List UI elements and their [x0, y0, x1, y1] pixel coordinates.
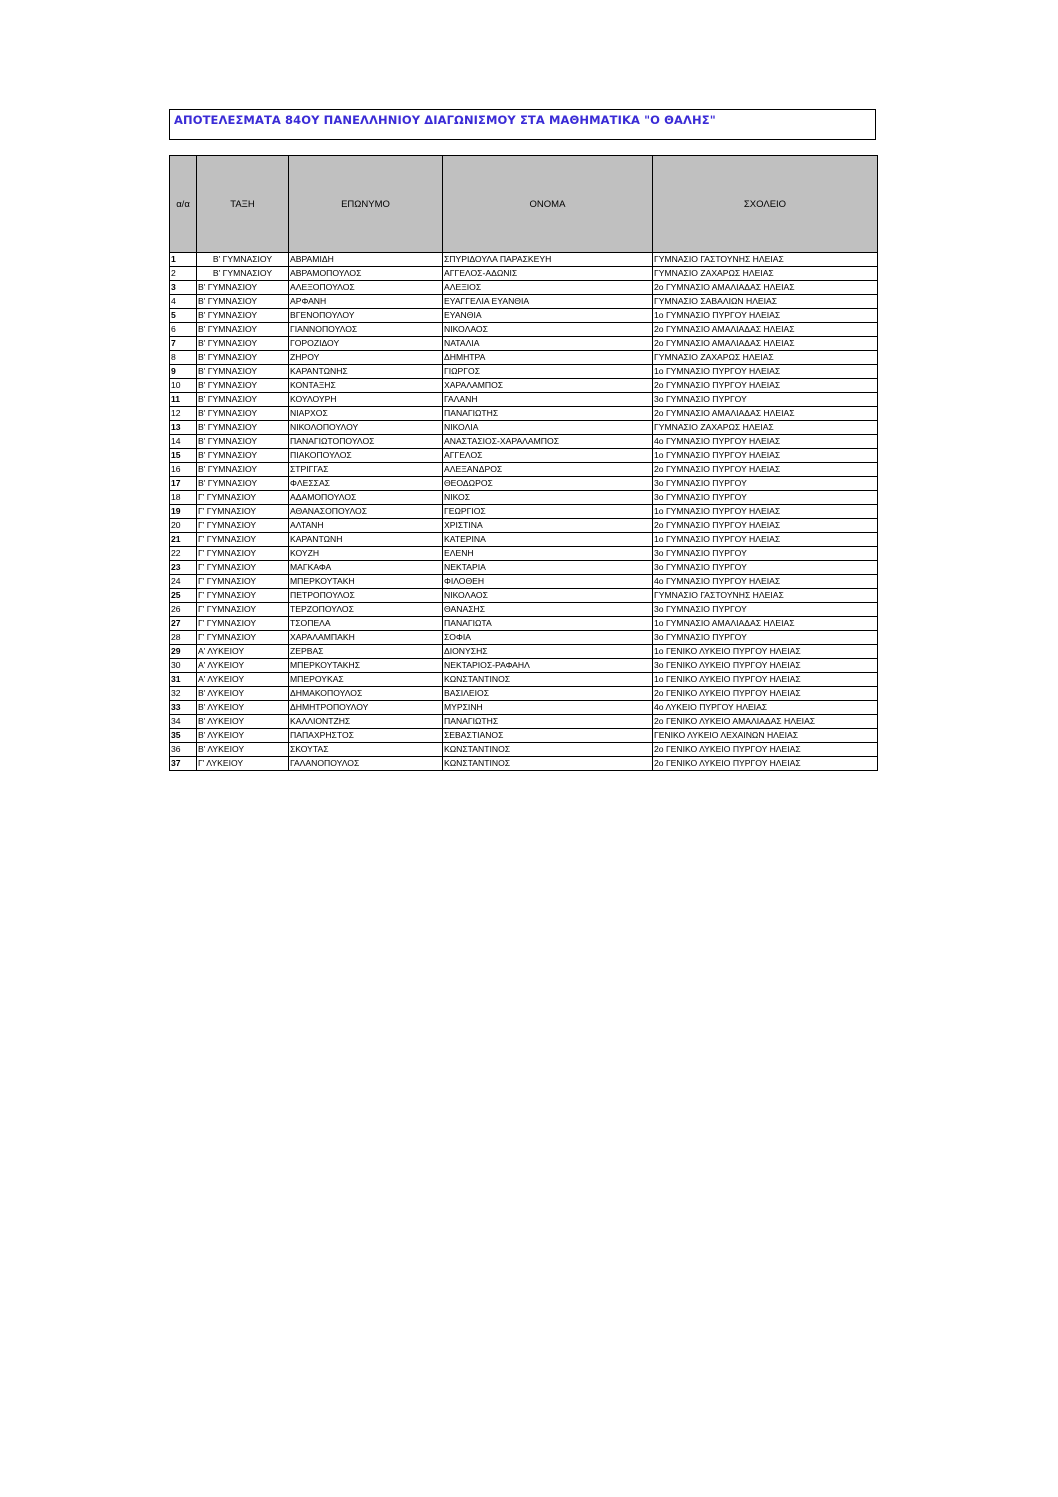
row-school: ΓΥΜΝΑΣΙΟ ΖΑΧΑΡΩΣ ΗΛΕΙΑΣ — [653, 351, 878, 365]
row-number: 25 — [170, 589, 197, 603]
row-number: 3 — [170, 281, 197, 295]
row-class: Β' ΓΥΜΝΑΣΙΟΥ — [197, 463, 289, 477]
row-class: Β' ΓΥΜΝΑΣΙΟΥ — [197, 379, 289, 393]
row-class: Β' ΓΥΜΝΑΣΙΟΥ — [197, 253, 289, 267]
row-number: 29 — [170, 645, 197, 659]
row-school: ΓΥΜΝΑΣΙΟ ΖΑΧΑΡΩΣ ΗΛΕΙΑΣ — [653, 421, 878, 435]
row-class: Γ' ΓΥΜΝΑΣΙΟΥ — [197, 575, 289, 589]
row-school: 2ο ΓΥΜΝΑΣΙΟ ΠΥΡΓΟΥ ΗΛΕΙΑΣ — [653, 379, 878, 393]
row-number: 20 — [170, 519, 197, 533]
row-first-name: ΧΡΙΣΤΙΝΑ — [443, 519, 653, 533]
row-class: Β' ΓΥΜΝΑΣΙΟΥ — [197, 337, 289, 351]
row-class: Β' ΓΥΜΝΑΣΙΟΥ — [197, 309, 289, 323]
row-school: 3ο ΓΥΜΝΑΣΙΟ ΠΥΡΓΟΥ — [653, 547, 878, 561]
table-row — [170, 547, 878, 561]
row-class: Α' ΛΥΚΕΙΟΥ — [197, 645, 289, 659]
row-first-name: ΑΛΕΞΙΟΣ — [443, 281, 653, 295]
row-first-name: ΕΥΑΝΘΙΑ — [443, 309, 653, 323]
row-first-name: ΓΕΩΡΓΙΟΣ — [443, 505, 653, 519]
row-class: Γ' ΓΥΜΝΑΣΙΟΥ — [197, 631, 289, 645]
row-school: 2ο ΓΕΝΙΚΟ ΛΥΚΕΙΟ ΠΥΡΓΟΥ ΗΛΕΙΑΣ — [653, 757, 878, 771]
row-first-name: ΚΑΤΕΡΙΝΑ — [443, 533, 653, 547]
row-class: Γ' ΓΥΜΝΑΣΙΟΥ — [197, 491, 289, 505]
row-first-name: ΒΑΣΙΛΕΙΟΣ — [443, 687, 653, 701]
row-first-name: ΑΓΓΕΛΟΣ — [443, 449, 653, 463]
row-number: 26 — [170, 603, 197, 617]
title-box — [169, 109, 876, 140]
row-number: 17 — [170, 477, 197, 491]
row-class: Γ' ΓΥΜΝΑΣΙΟΥ — [197, 617, 289, 631]
row-school: 2ο ΓΕΝΙΚΟ ΛΥΚΕΙΟ ΠΥΡΓΟΥ ΗΛΕΙΑΣ — [653, 687, 878, 701]
row-number: 28 — [170, 631, 197, 645]
row-number: 5 — [170, 309, 197, 323]
row-first-name: ΝΙΚΟΛΑΟΣ — [443, 589, 653, 603]
table-row — [170, 645, 878, 659]
row-number: 23 — [170, 561, 197, 575]
table-row — [170, 295, 878, 309]
row-school: 3ο ΓΥΜΝΑΣΙΟ ΠΥΡΓΟΥ — [653, 603, 878, 617]
row-class: Β' ΛΥΚΕΙΟΥ — [197, 687, 289, 701]
row-surname: ΜΠΕΡΟΥΚΑΣ — [289, 673, 443, 687]
row-number: 35 — [170, 729, 197, 743]
row-school: 1ο ΓΥΜΝΑΣΙΟ ΑΜΑΛΙΑΔΑΣ ΗΛΕΙΑΣ — [653, 617, 878, 631]
row-number: 12 — [170, 407, 197, 421]
row-school: ΓΕΝΙΚΟ ΛΥΚΕΙΟ ΛΕΧΑΙΝΩΝ ΗΛΕΙΑΣ — [653, 729, 878, 743]
row-school: ΓΥΜΝΑΣΙΟ ΓΑΣΤΟΥΝΗΣ ΗΛΕΙΑΣ — [653, 589, 878, 603]
row-surname: ΠΑΝΑΓΙΩΤΟΠΟΥΛΟΣ — [289, 435, 443, 449]
table-row — [170, 533, 878, 547]
row-surname: ΓΟΡΟΖΙΔΟΥ — [289, 337, 443, 351]
row-surname: ΚΟΥΖΗ — [289, 547, 443, 561]
row-surname: ΑΒΡΑΜΟΠΟΥΛΟΣ — [289, 267, 443, 281]
row-class: Γ' ΓΥΜΝΑΣΙΟΥ — [197, 561, 289, 575]
header-sxoleio: ΣΧΟΛΕΙΟ — [653, 156, 878, 253]
row-surname: ΑΡΦΑΝΗ — [289, 295, 443, 309]
row-surname: ΔΗΜΑΚΟΠΟΥΛΟΣ — [289, 687, 443, 701]
table-row — [170, 421, 878, 435]
row-class: Β' ΛΥΚΕΙΟΥ — [197, 715, 289, 729]
row-number: 22 — [170, 547, 197, 561]
row-number: 24 — [170, 575, 197, 589]
table-row — [170, 281, 878, 295]
table-row — [170, 687, 878, 701]
row-surname: ΑΔΑΜΟΠΟΥΛΟΣ — [289, 491, 443, 505]
table-row — [170, 323, 878, 337]
table-row — [170, 463, 878, 477]
row-first-name: ΦΙΛΟΘΕΗ — [443, 575, 653, 589]
row-surname: ΑΛΤΑΝΗ — [289, 519, 443, 533]
row-school: 1ο ΓΥΜΝΑΣΙΟ ΠΥΡΓΟΥ ΗΛΕΙΑΣ — [653, 449, 878, 463]
row-school: 4ο ΓΥΜΝΑΣΙΟ ΠΥΡΓΟΥ ΗΛΕΙΑΣ — [653, 435, 878, 449]
table-row — [170, 379, 878, 393]
row-surname: ΒΓΕΝΟΠΟΥΛΟΥ — [289, 309, 443, 323]
row-number: 16 — [170, 463, 197, 477]
table-row — [170, 757, 878, 771]
row-school: 1ο ΓΥΜΝΑΣΙΟ ΠΥΡΓΟΥ ΗΛΕΙΑΣ — [653, 505, 878, 519]
row-number: 4 — [170, 295, 197, 309]
table-row — [170, 351, 878, 365]
row-first-name: ΝΙΚΟΛΑΟΣ — [443, 323, 653, 337]
row-school: 1ο ΓΥΜΝΑΣΙΟ ΠΥΡΓΟΥ ΗΛΕΙΑΣ — [653, 533, 878, 547]
table-row — [170, 561, 878, 575]
row-school: 3ο ΓΥΜΝΑΣΙΟ ΠΥΡΓΟΥ — [653, 561, 878, 575]
row-number: 7 — [170, 337, 197, 351]
row-surname: ΣΚΟΥΤΑΣ — [289, 743, 443, 757]
table-row — [170, 309, 878, 323]
row-first-name: ΠΑΝΑΓΙΩΤΗΣ — [443, 715, 653, 729]
row-first-name: ΠΑΝΑΓΙΩΤΗΣ — [443, 407, 653, 421]
row-first-name: ΑΝΑΣΤΑΣΙΟΣ-ΧΑΡΑΛΑΜΠΟΣ — [443, 435, 653, 449]
row-number: 14 — [170, 435, 197, 449]
row-number: 8 — [170, 351, 197, 365]
row-first-name: ΑΛΕΞΑΝΔΡΟΣ — [443, 463, 653, 477]
row-number: 18 — [170, 491, 197, 505]
row-first-name: ΝΙΚΟΛΙΑ — [443, 421, 653, 435]
table-row — [170, 659, 878, 673]
row-surname: ΑΒΡΑΜΙΔΗ — [289, 253, 443, 267]
row-number: 36 — [170, 743, 197, 757]
row-class: Β' ΓΥΜΝΑΣΙΟΥ — [197, 435, 289, 449]
row-school: 2ο ΓΥΜΝΑΣΙΟ ΠΥΡΓΟΥ ΗΛΕΙΑΣ — [653, 463, 878, 477]
row-first-name: ΕΥΑΓΓΕΛΙΑ ΕΥΑΝΘΙΑ — [443, 295, 653, 309]
row-surname: ΜΠΕΡΚΟΥΤΑΚΗΣ — [289, 659, 443, 673]
row-class: Γ' ΓΥΜΝΑΣΙΟΥ — [197, 533, 289, 547]
row-surname: ΤΕΡΖΟΠΟΥΛΟΣ — [289, 603, 443, 617]
row-number: 10 — [170, 379, 197, 393]
table-row — [170, 575, 878, 589]
row-number: 33 — [170, 701, 197, 715]
row-surname: ΚΟΥΛΟΥΡΗ — [289, 393, 443, 407]
row-first-name: ΚΩΝΣΤΑΝΤΙΝΟΣ — [443, 673, 653, 687]
header-aa: α/α — [170, 156, 197, 253]
row-class: Β' ΓΥΜΝΑΣΙΟΥ — [197, 407, 289, 421]
table-row — [170, 631, 878, 645]
row-surname: ΚΑΡΑΝΤΩΝΗΣ — [289, 365, 443, 379]
row-school: 3ο ΓΥΜΝΑΣΙΟ ΠΥΡΓΟΥ — [653, 393, 878, 407]
row-first-name: ΘΑΝΑΣΗΣ — [443, 603, 653, 617]
row-class: Β' ΓΥΜΝΑΣΙΟΥ — [197, 421, 289, 435]
row-number: 21 — [170, 533, 197, 547]
table-row — [170, 505, 878, 519]
header-row — [170, 156, 878, 253]
row-surname: ΝΙΚΟΛΟΠΟΥΛΟΥ — [289, 421, 443, 435]
row-school: 2ο ΓΥΜΝΑΣΙΟ ΠΥΡΓΟΥ ΗΛΕΙΑΣ — [653, 519, 878, 533]
row-surname: ΓΙΑΝΝΟΠΟΥΛΟΣ — [289, 323, 443, 337]
row-class: Β' ΛΥΚΕΙΟΥ — [197, 701, 289, 715]
row-number: 2 — [170, 267, 197, 281]
table-row — [170, 743, 878, 757]
row-number: 6 — [170, 323, 197, 337]
table-row — [170, 715, 878, 729]
table-row — [170, 393, 878, 407]
table-row — [170, 253, 878, 267]
row-first-name: ΣΕΒΑΣΤΙΑΝΟΣ — [443, 729, 653, 743]
row-first-name: ΣΠΥΡΙΔΟΥΛΑ ΠΑΡΑΣΚΕΥΗ — [443, 253, 653, 267]
row-surname: ΑΘΑΝΑΣΟΠΟΥΛΟΣ — [289, 505, 443, 519]
row-school: 1ο ΓΕΝΙΚΟ ΛΥΚΕΙΟ ΠΥΡΓΟΥ ΗΛΕΙΑΣ — [653, 645, 878, 659]
row-first-name: ΣΟΦΙΑ — [443, 631, 653, 645]
row-number: 37 — [170, 757, 197, 771]
row-number: 15 — [170, 449, 197, 463]
row-class: Γ' ΓΥΜΝΑΣΙΟΥ — [197, 505, 289, 519]
row-surname: ΓΑΛΑΝΟΠΟΥΛΟΣ — [289, 757, 443, 771]
row-school: 2ο ΓΥΜΝΑΣΙΟ ΑΜΑΛΙΑΔΑΣ ΗΛΕΙΑΣ — [653, 281, 878, 295]
row-surname: ΑΛΕΞΟΠΟΥΛΟΣ — [289, 281, 443, 295]
row-number: 30 — [170, 659, 197, 673]
row-school: 4ο ΛΥΚΕΙΟ ΠΥΡΓΟΥ ΗΛΕΙΑΣ — [653, 701, 878, 715]
row-first-name: ΝΕΚΤΑΡΙΑ — [443, 561, 653, 575]
table-row — [170, 603, 878, 617]
row-surname: ΠΕΤΡΟΠΟΥΛΟΣ — [289, 589, 443, 603]
results-table — [169, 155, 878, 771]
row-class: Β' ΓΥΜΝΑΣΙΟΥ — [197, 267, 289, 281]
row-surname: ΔΗΜΗΤΡΟΠΟΥΛΟΥ — [289, 701, 443, 715]
row-school: 3ο ΓΥΜΝΑΣΙΟ ΠΥΡΓΟΥ — [653, 631, 878, 645]
row-first-name: ΕΛΕΝΗ — [443, 547, 653, 561]
header-taxi: ΤΑΞΗ — [197, 156, 289, 253]
row-number: 32 — [170, 687, 197, 701]
row-class: Β' ΛΥΚΕΙΟΥ — [197, 729, 289, 743]
row-first-name: ΑΓΓΕΛΟΣ-ΑΔΩΝΙΣ — [443, 267, 653, 281]
row-number: 13 — [170, 421, 197, 435]
row-number: 31 — [170, 673, 197, 687]
row-surname: ΧΑΡΑΛΑΜΠΑΚΗ — [289, 631, 443, 645]
row-class: Γ' ΓΥΜΝΑΣΙΟΥ — [197, 603, 289, 617]
row-school: 2ο ΓΕΝΙΚΟ ΛΥΚΕΙΟ ΑΜΑΛΙΑΔΑΣ ΗΛΕΙΑΣ — [653, 715, 878, 729]
table-row — [170, 435, 878, 449]
row-first-name: ΔΗΜΗΤΡΑ — [443, 351, 653, 365]
row-surname: ΠΑΠΑΧΡΗΣΤΟΣ — [289, 729, 443, 743]
row-class: Β' ΓΥΜΝΑΣΙΟΥ — [197, 477, 289, 491]
row-school: ΓΥΜΝΑΣΙΟ ΓΑΣΤΟΥΝΗΣ ΗΛΕΙΑΣ — [653, 253, 878, 267]
row-surname: ΠΙΑΚΟΠΟΥΛΟΣ — [289, 449, 443, 463]
table-row — [170, 701, 878, 715]
row-surname: ΖΕΡΒΑΣ — [289, 645, 443, 659]
table-row — [170, 337, 878, 351]
table-row — [170, 449, 878, 463]
row-first-name: ΓΙΩΡΓΟΣ — [443, 365, 653, 379]
row-school: 2ο ΓΥΜΝΑΣΙΟ ΑΜΑΛΙΑΔΑΣ ΗΛΕΙΑΣ — [653, 337, 878, 351]
row-surname: ΖΗΡΟΥ — [289, 351, 443, 365]
table-row — [170, 365, 878, 379]
row-surname: ΝΙΑΡΧΟΣ — [289, 407, 443, 421]
row-surname: ΚΑΡΑΝΤΩΝΗ — [289, 533, 443, 547]
row-first-name: ΝΑΤΑΛΙΑ — [443, 337, 653, 351]
row-class: Β' ΓΥΜΝΑΣΙΟΥ — [197, 281, 289, 295]
table-row — [170, 589, 878, 603]
row-first-name: ΚΩΝΣΤΑΝΤΙΝΟΣ — [443, 757, 653, 771]
row-surname: ΚΟΝΤΑΞΗΣ — [289, 379, 443, 393]
row-first-name: ΠΑΝΑΓΙΩΤΑ — [443, 617, 653, 631]
row-class: Β' ΓΥΜΝΑΣΙΟΥ — [197, 295, 289, 309]
table-row — [170, 267, 878, 281]
row-number: 11 — [170, 393, 197, 407]
header-eponymo: ΕΠΩΝΥΜΟ — [289, 156, 443, 253]
row-school: 3ο ΓΥΜΝΑΣΙΟ ΠΥΡΓΟΥ — [653, 491, 878, 505]
row-class: Γ' ΓΥΜΝΑΣΙΟΥ — [197, 519, 289, 533]
row-first-name: ΔΙΟΝΥΣΗΣ — [443, 645, 653, 659]
row-school: ΓΥΜΝΑΣΙΟ ΖΑΧΑΡΩΣ ΗΛΕΙΑΣ — [653, 267, 878, 281]
row-school: 3ο ΓΕΝΙΚΟ ΛΥΚΕΙΟ ΠΥΡΓΟΥ ΗΛΕΙΑΣ — [653, 659, 878, 673]
row-number: 27 — [170, 617, 197, 631]
row-surname: ΤΣΟΠΕΛΑ — [289, 617, 443, 631]
row-class: Α' ΛΥΚΕΙΟΥ — [197, 673, 289, 687]
row-class: Γ' ΛΥΚΕΙΟΥ — [197, 757, 289, 771]
table-row — [170, 407, 878, 421]
table-row — [170, 519, 878, 533]
row-class: Γ' ΓΥΜΝΑΣΙΟΥ — [197, 547, 289, 561]
row-first-name: ΝΕΚΤΑΡΙΟΣ-ΡΑΦΑΗΛ — [443, 659, 653, 673]
row-school: 2ο ΓΥΜΝΑΣΙΟ ΑΜΑΛΙΑΔΑΣ ΗΛΕΙΑΣ — [653, 323, 878, 337]
row-class: Γ' ΓΥΜΝΑΣΙΟΥ — [197, 589, 289, 603]
row-class: Β' ΓΥΜΝΑΣΙΟΥ — [197, 351, 289, 365]
row-first-name: ΘΕΟΔΩΡΟΣ — [443, 477, 653, 491]
row-surname: ΣΤΡΙΓΓΑΣ — [289, 463, 443, 477]
row-school: 2ο ΓΕΝΙΚΟ ΛΥΚΕΙΟ ΠΥΡΓΟΥ ΗΛΕΙΑΣ — [653, 743, 878, 757]
row-number: 1 — [170, 253, 197, 267]
row-number: 9 — [170, 365, 197, 379]
document-title: ΑΠΟΤΕΛΕΣΜΑΤΑ 84ΟΥ ΠΑΝΕΛΛΗΝΙΟΥ ΔΙΑΓΩΝΙΣΜΟΥ ΣΤΑ ΜΑΘΗΜΑΤΙΚΑ "Ο ΘΑΛΗΣ" — [174, 113, 716, 127]
row-school: ΓΥΜΝΑΣΙΟ ΣΑΒΑΛΙΩΝ ΗΛΕΙΑΣ — [653, 295, 878, 309]
row-surname: ΜΑΓΚΑΦΑ — [289, 561, 443, 575]
header-onoma: ΟΝΟΜΑ — [443, 156, 653, 253]
row-class: Β' ΓΥΜΝΑΣΙΟΥ — [197, 365, 289, 379]
row-class: Β' ΛΥΚΕΙΟΥ — [197, 743, 289, 757]
row-class: Β' ΓΥΜΝΑΣΙΟΥ — [197, 323, 289, 337]
row-school: 3ο ΓΥΜΝΑΣΙΟ ΠΥΡΓΟΥ — [653, 477, 878, 491]
row-first-name: ΓΑΛΑΝΗ — [443, 393, 653, 407]
row-school: 1ο ΓΥΜΝΑΣΙΟ ΠΥΡΓΟΥ ΗΛΕΙΑΣ — [653, 309, 878, 323]
row-surname: ΚΑΛΛΙΟΝΤΖΗΣ — [289, 715, 443, 729]
row-surname: ΜΠΕΡΚΟΥΤΑΚΗ — [289, 575, 443, 589]
row-first-name: ΜΥΡΣΙΝΗ — [443, 701, 653, 715]
row-first-name: ΧΑΡΑΛΑΜΠΟΣ — [443, 379, 653, 393]
row-number: 34 — [170, 715, 197, 729]
row-first-name: ΚΩΝΣΤΑΝΤΙΝΟΣ — [443, 743, 653, 757]
row-class: Β' ΓΥΜΝΑΣΙΟΥ — [197, 449, 289, 463]
row-school: 2ο ΓΥΜΝΑΣΙΟ ΑΜΑΛΙΑΔΑΣ ΗΛΕΙΑΣ — [653, 407, 878, 421]
row-school: 1ο ΓΕΝΙΚΟ ΛΥΚΕΙΟ ΠΥΡΓΟΥ ΗΛΕΙΑΣ — [653, 673, 878, 687]
row-surname: ΦΛΕΣΣΑΣ — [289, 477, 443, 491]
row-school: 1ο ΓΥΜΝΑΣΙΟ ΠΥΡΓΟΥ ΗΛΕΙΑΣ — [653, 365, 878, 379]
table-row — [170, 673, 878, 687]
table-row — [170, 729, 878, 743]
row-first-name: ΝΙΚΟΣ — [443, 491, 653, 505]
table-row — [170, 477, 878, 491]
table-row — [170, 491, 878, 505]
row-class: Α' ΛΥΚΕΙΟΥ — [197, 659, 289, 673]
table-row — [170, 617, 878, 631]
row-class: Β' ΓΥΜΝΑΣΙΟΥ — [197, 393, 289, 407]
row-school: 4ο ΓΥΜΝΑΣΙΟ ΠΥΡΓΟΥ ΗΛΕΙΑΣ — [653, 575, 878, 589]
row-number: 19 — [170, 505, 197, 519]
